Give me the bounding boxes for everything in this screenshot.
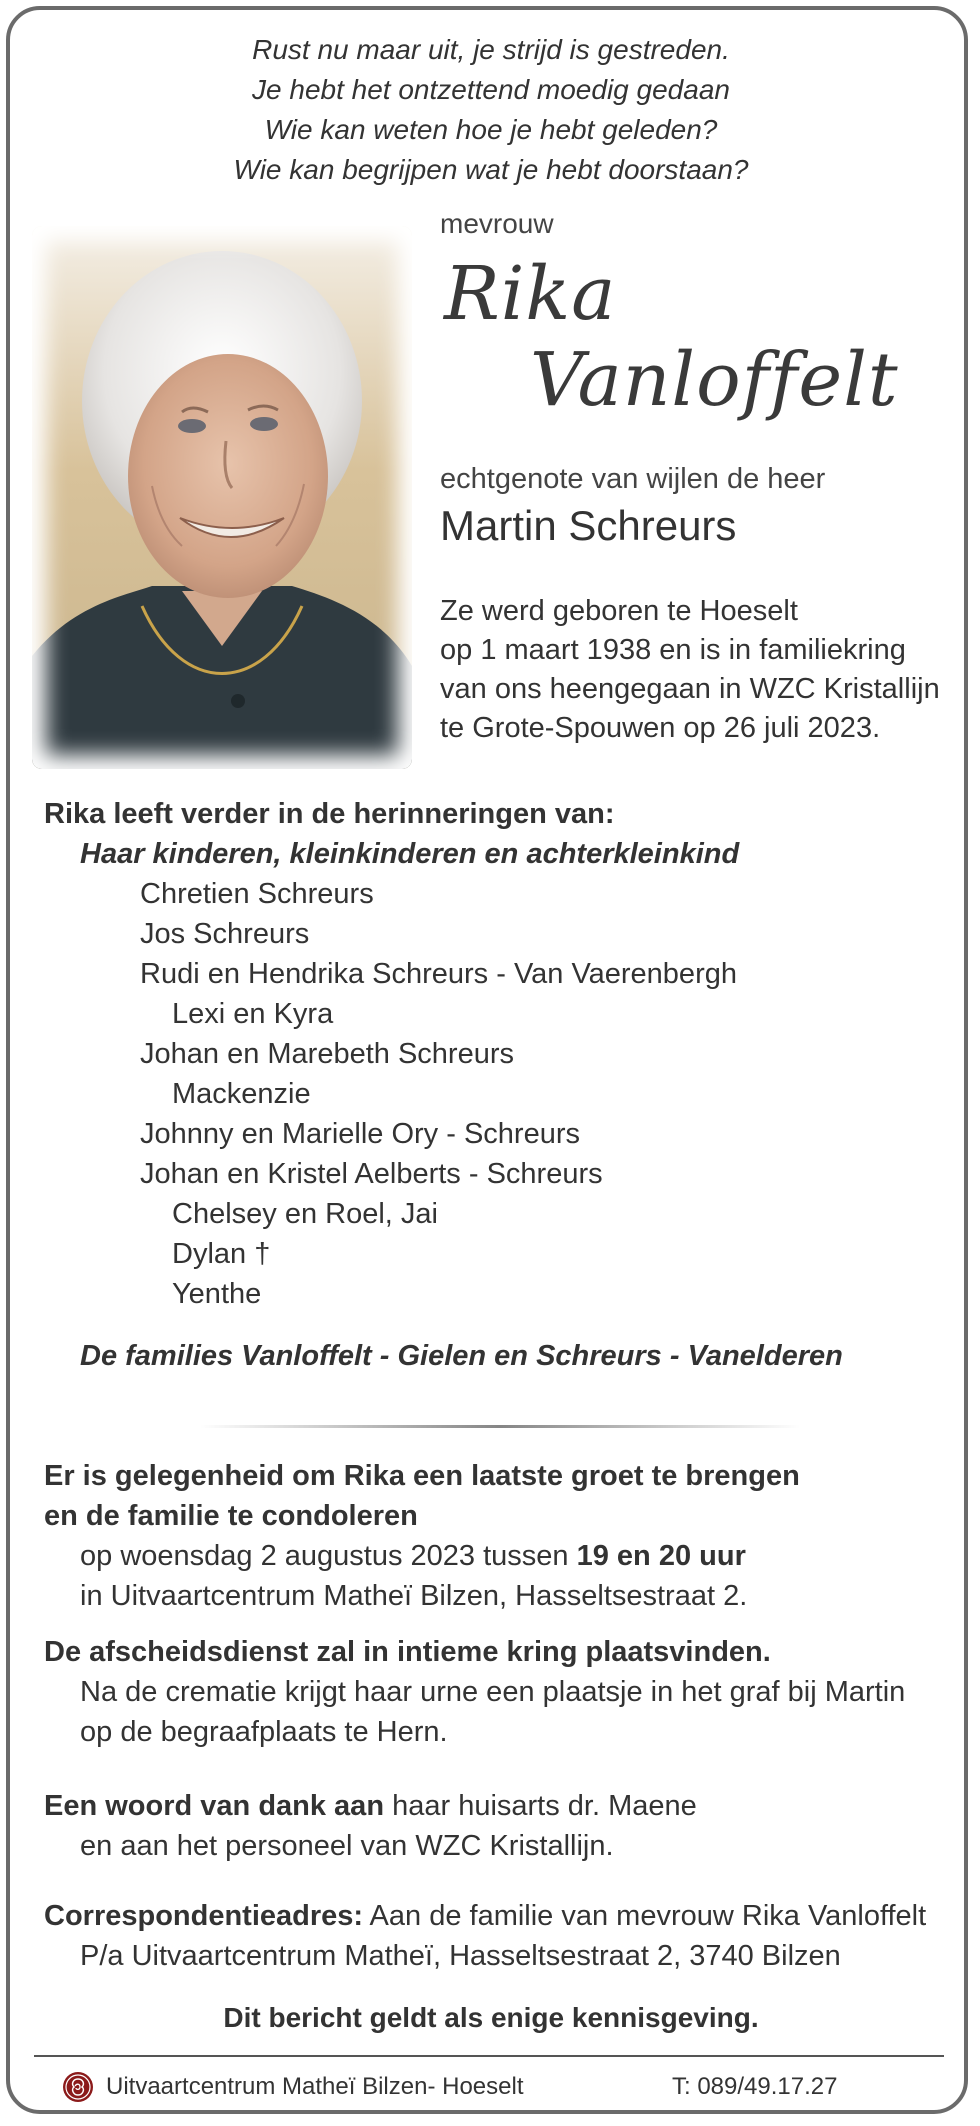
- grandchild-name: Chelsey en Roel, Jai: [172, 1198, 438, 1230]
- visitation-heading: Er is gelegenheid om Rika een laatste groet te brengen: [44, 1460, 800, 1492]
- child-name: Jos Schreurs: [140, 918, 310, 950]
- birth-line: van ons heengegaan in WZC Kristallijn: [440, 673, 940, 705]
- first-name: Rika: [444, 251, 617, 337]
- spouse-name: Martin Schreurs: [440, 502, 737, 549]
- portrait-illustration: [32, 226, 412, 769]
- rose-logo-icon: [62, 2071, 94, 2103]
- survivors-section: [44, 794, 954, 1376]
- visitation-location: in Uitvaartcentrum Matheï Bilzen, Hasseltsestraat 2.: [80, 1580, 748, 1612]
- correspondence-rest: Aan de familie van mevrouw Rika Vanloffelt: [363, 1900, 927, 1932]
- poem-line: Je hebt het ontzettend moedig gedaan: [252, 74, 730, 105]
- honorific: mevrouw: [440, 208, 554, 239]
- poem-line: Rust nu maar uit, je strijd is gestreden.: [252, 34, 730, 65]
- child-name: Rudi en Hendrika Schreurs - Van Vaerenbergh: [140, 958, 737, 990]
- section-divider: [200, 1425, 800, 1428]
- birth-line: te Grote-Spouwen op 26 juli 2023.: [440, 712, 881, 744]
- thanks-bold: Een woord van dank aan: [44, 1790, 385, 1822]
- last-name: Vanloffelt: [530, 337, 899, 423]
- poem-line: Wie kan weten hoe je hebt geleden?: [264, 114, 718, 145]
- correspondence-line: [44, 1896, 954, 1936]
- poem: [10, 30, 968, 190]
- families-line: De families Vanloffelt - Gielen en Schreurs - Vanelderen: [80, 1340, 843, 1372]
- footer-divider: [34, 2055, 944, 2057]
- service-section: [44, 1632, 954, 1752]
- footer: [62, 2067, 942, 2107]
- grandchild-name: Dylan †: [172, 1238, 271, 1270]
- visitation-time: 19 en 20 uur: [576, 1540, 746, 1572]
- notice-text: Dit bericht geldt als enige kennisgeving.: [223, 2002, 759, 2033]
- correspondence-address: P/a Uitvaartcentrum Matheï, Hasseltsestraat 2, 3740 Bilzen: [80, 1940, 841, 1972]
- thanks-text: en aan het personeel van WZC Kristallijn.: [80, 1830, 614, 1862]
- visitation-heading: en de familie te condoleren: [44, 1500, 418, 1532]
- grandchild-name: Yenthe: [172, 1278, 262, 1310]
- grandchild-name: Lexi en Kyra: [172, 998, 334, 1030]
- birth-text: [440, 592, 960, 748]
- name-block: [440, 206, 960, 748]
- service-text: op de begraafplaats te Hern.: [80, 1716, 448, 1748]
- survivors-subheading: Haar kinderen, kleinkinderen en achterkleinkind: [80, 838, 740, 870]
- grandchild-name: Mackenzie: [172, 1078, 311, 1110]
- service-text: Na de crematie krijgt haar urne een plaatsje in het graf bij Martin: [80, 1676, 906, 1708]
- funeral-home-name: Uitvaartcentrum Matheï Bilzen- Hoeselt: [106, 2073, 524, 2100]
- thanks-rest: haar huisarts dr. Maene: [384, 1790, 697, 1822]
- portrait-photo: [32, 226, 412, 769]
- funeral-home-phone: T: 089/49.17.27: [672, 2073, 838, 2100]
- visitation-section: [44, 1456, 954, 1616]
- birth-line: Ze werd geboren te Hoeselt: [440, 595, 798, 627]
- poem-line: Wie kan begrijpen wat je hebt doorstaan?: [233, 154, 749, 185]
- service-heading: De afscheidsdienst zal in intieme kring plaatsvinden.: [44, 1636, 771, 1668]
- correspondence-section: [44, 1896, 954, 1976]
- child-name: Johan en Kristel Aelberts - Schreurs: [140, 1158, 603, 1190]
- child-name: Johnny en Marielle Ory - Schreurs: [140, 1118, 580, 1150]
- obituary-card: [6, 6, 968, 2114]
- visitation-date-text: op woensdag 2 augustus 2023 tussen: [80, 1540, 577, 1572]
- thanks-section: [44, 1786, 954, 1866]
- birth-line: op 1 maart 1938 en is in familiekring: [440, 634, 906, 666]
- correspondence-bold: Correspondentieadres:: [44, 1900, 364, 1932]
- spouse-intro: echtgenote van wijlen de heer: [440, 463, 826, 495]
- survivors-heading: Rika leeft verder in de herinneringen van:: [44, 798, 615, 830]
- visitation-date: [44, 1536, 954, 1576]
- child-name: Chretien Schreurs: [140, 878, 374, 910]
- child-name: Johan en Marebeth Schreurs: [140, 1038, 514, 1070]
- thanks-line: [44, 1786, 954, 1826]
